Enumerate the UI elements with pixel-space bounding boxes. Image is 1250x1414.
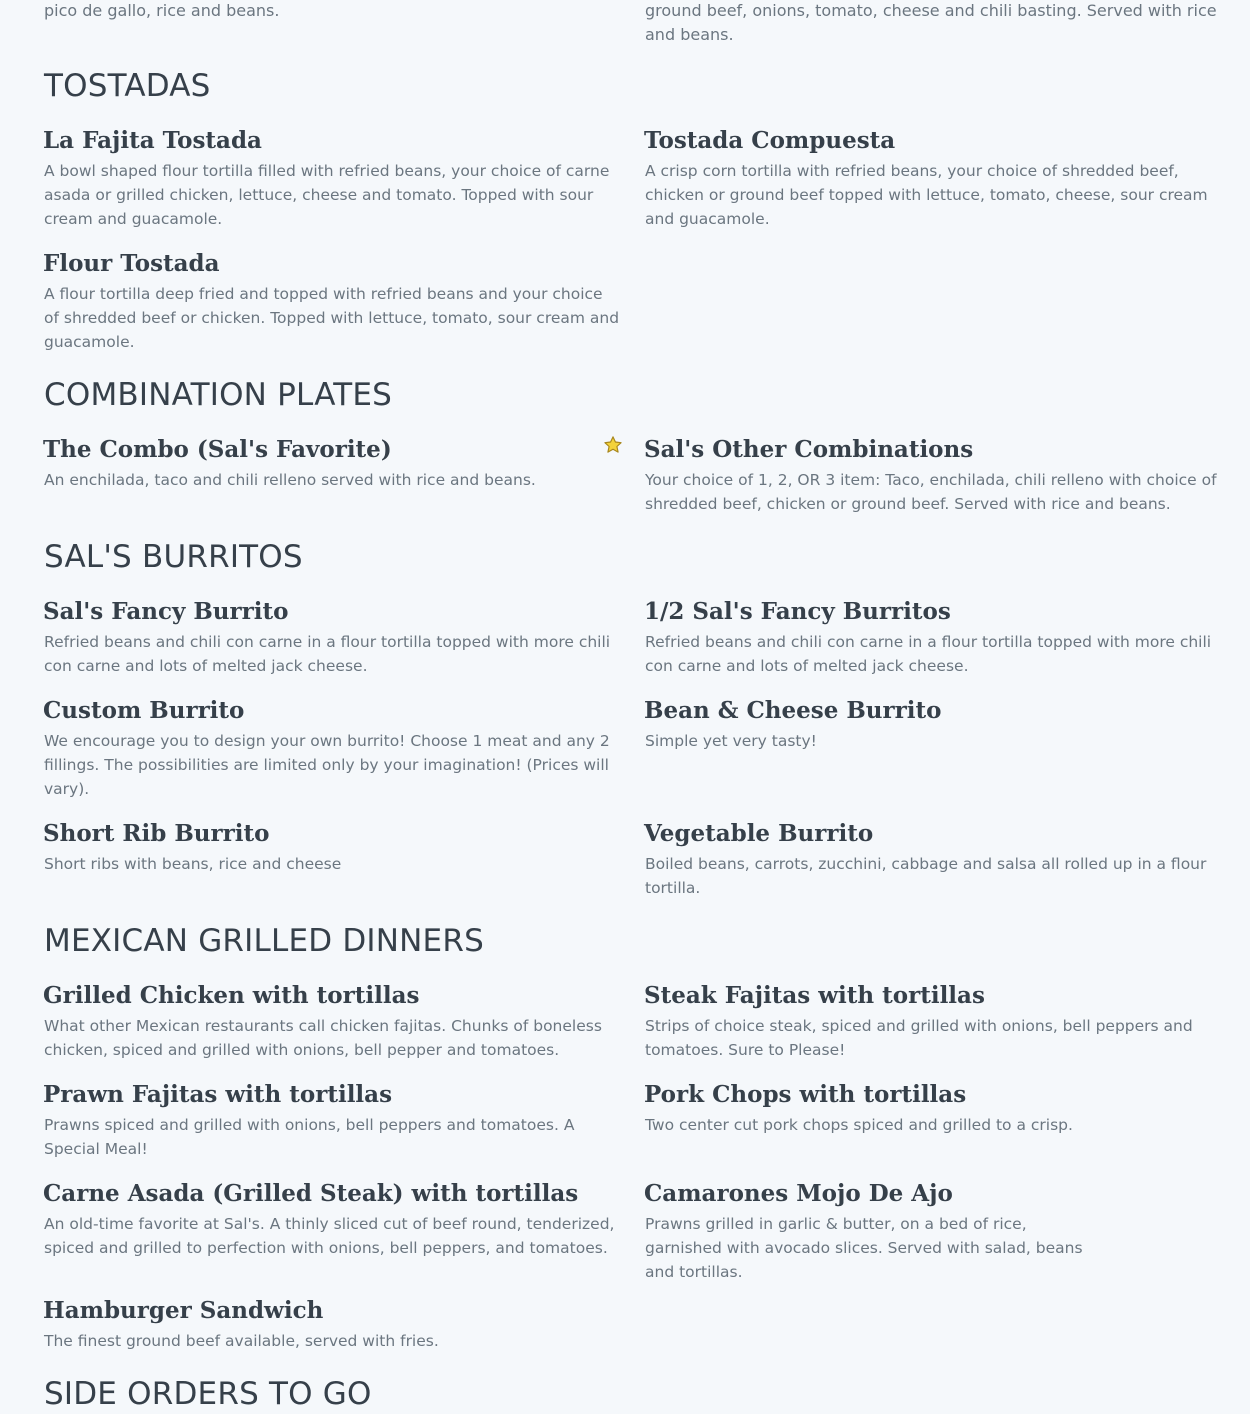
menu-item xyxy=(43,436,621,492)
menu-item xyxy=(43,697,621,801)
item-description: Refried beans and chili con carne in a flour tortilla topped with more chili con carne and lots of melted jack cheese. xyxy=(645,633,1212,675)
item-title: Sal's Fancy Burrito xyxy=(43,598,289,625)
item-title: 1/2 Sal's Fancy Burritos xyxy=(644,598,951,625)
menu-item xyxy=(644,598,1222,678)
item-title: Sal's Other Combinations xyxy=(644,436,974,463)
menu-item xyxy=(644,697,1222,753)
item-title: Bean & Cheese Burrito xyxy=(644,697,942,724)
item-title: Grilled Chicken with tortillas xyxy=(43,982,420,1009)
item-description: A bowl shaped flour tortilla filled with refried beans, your choice of carne asada or grilled chicken, lettuce, cheese and tomato. Topped with sour cream and guacamole. xyxy=(44,162,610,228)
item-title: Carne Asada (Grilled Steak) with tortillas xyxy=(43,1180,579,1207)
menu-item xyxy=(644,820,1222,900)
item-title: Steak Fajitas with tortillas xyxy=(644,982,985,1009)
item-description: Short ribs with beans, rice and cheese xyxy=(44,855,342,873)
item-title: Camarones Mojo De Ajo xyxy=(644,1180,953,1207)
star-icon xyxy=(603,435,623,455)
item-description: A flour tortilla deep fried and topped with refried beans and your choice of shredded beef or chicken. Topped with lettuce, tomato, sour cream and guacamole. xyxy=(44,285,620,351)
item-title: Flour Tostada xyxy=(43,250,220,277)
menu-item xyxy=(43,127,621,231)
menu-item xyxy=(43,250,621,354)
menu-item xyxy=(43,820,621,876)
item-title: Vegetable Burrito xyxy=(644,820,874,847)
item-title: Hamburger Sandwich xyxy=(43,1297,324,1324)
menu-item xyxy=(43,1081,621,1161)
section-title-side-orders-to-go: SIDE ORDERS TO GO xyxy=(44,1376,372,1412)
item-description: Your choice of 1, 2, OR 3 item: Taco, enchilada, chili relleno with choice of shredded beef, chicken or ground beef. Served with rice and beans. xyxy=(645,471,1217,513)
section-title-tostadas: TOSTADAS xyxy=(44,68,211,104)
item-title: Prawn Fajitas with tortillas xyxy=(43,1081,393,1108)
menu-item xyxy=(644,436,1222,516)
section-title-combination-plates: COMBINATION PLATES xyxy=(44,377,392,413)
menu-item xyxy=(644,1081,1222,1137)
item-description: Refried beans and chili con carne in a flour tortilla topped with more chili con carne and lots of melted jack cheese. xyxy=(44,633,611,675)
item-title: Tostada Compuesta xyxy=(644,127,896,154)
item-title: Custom Burrito xyxy=(43,697,245,724)
item-description: What other Mexican restaurants call chicken fajitas. Chunks of boneless chicken, spiced and grilled with onions, bell pepper and tomatoes. xyxy=(44,1017,602,1059)
item-description: We encourage you to design your own burrito! Choose 1 meat and any 2 fillings. The possibilities are limited only by your imagination! (Prices will vary). xyxy=(44,732,610,798)
menu-item xyxy=(644,982,1222,1062)
item-title: The Combo (Sal's Favorite) xyxy=(43,436,392,463)
menu-item xyxy=(644,127,1222,231)
item-description: Strips of choice steak, spiced and grilled with onions, bell peppers and tomatoes. Sure to Please! xyxy=(645,1017,1193,1059)
section-title-mexican-grilled-dinners: MEXICAN GRILLED DINNERS xyxy=(44,923,484,959)
item-description: Prawns spiced and grilled with onions, bell peppers and tomatoes. A Special Meal! xyxy=(44,1116,575,1158)
item-desc-fragment: ground beef, onions, tomato, cheese and chili basting. Served with rice and beans. xyxy=(645,1,1217,44)
item-description: Boiled beans, carrots, zucchini, cabbage and salsa all rolled up in a flour tortilla. xyxy=(645,855,1207,897)
item-description: Two center cut pork chops spiced and grilled to a crisp. xyxy=(645,1116,1073,1134)
item-description: An old-time favorite at Sal's. A thinly sliced cut of beef round, tenderized, spiced and grilled to perfection with onions, bell peppers, and tomatoes. xyxy=(44,1215,615,1257)
menu-item xyxy=(43,1297,621,1353)
section-title-sals-burritos: SAL'S BURRITOS xyxy=(44,539,303,575)
item-description: Prawns grilled in garlic & butter, on a bed of rice, garnished with avocado slices. Served with salad, beans and tortillas. xyxy=(645,1215,1083,1281)
menu-item xyxy=(43,982,621,1062)
menu-item xyxy=(644,1180,1094,1284)
item-desc-fragment: pico de gallo, rice and beans. xyxy=(44,1,280,20)
item-description: A crisp corn tortilla with refried beans, your choice of shredded beef, chicken or ground beef topped with lettuce, tomato, cheese, sour cream and guacamole. xyxy=(645,162,1208,228)
item-description: An enchilada, taco and chili relleno served with rice and beans. xyxy=(44,471,536,489)
item-title: Short Rib Burrito xyxy=(43,820,270,847)
item-title: La Fajita Tostada xyxy=(43,127,262,154)
item-description: Simple yet very tasty! xyxy=(645,732,817,750)
item-description: The finest ground beef available, served with fries. xyxy=(44,1332,439,1350)
item-title: Pork Chops with tortillas xyxy=(644,1081,967,1108)
menu-item xyxy=(43,598,621,678)
menu-item xyxy=(43,1180,621,1260)
